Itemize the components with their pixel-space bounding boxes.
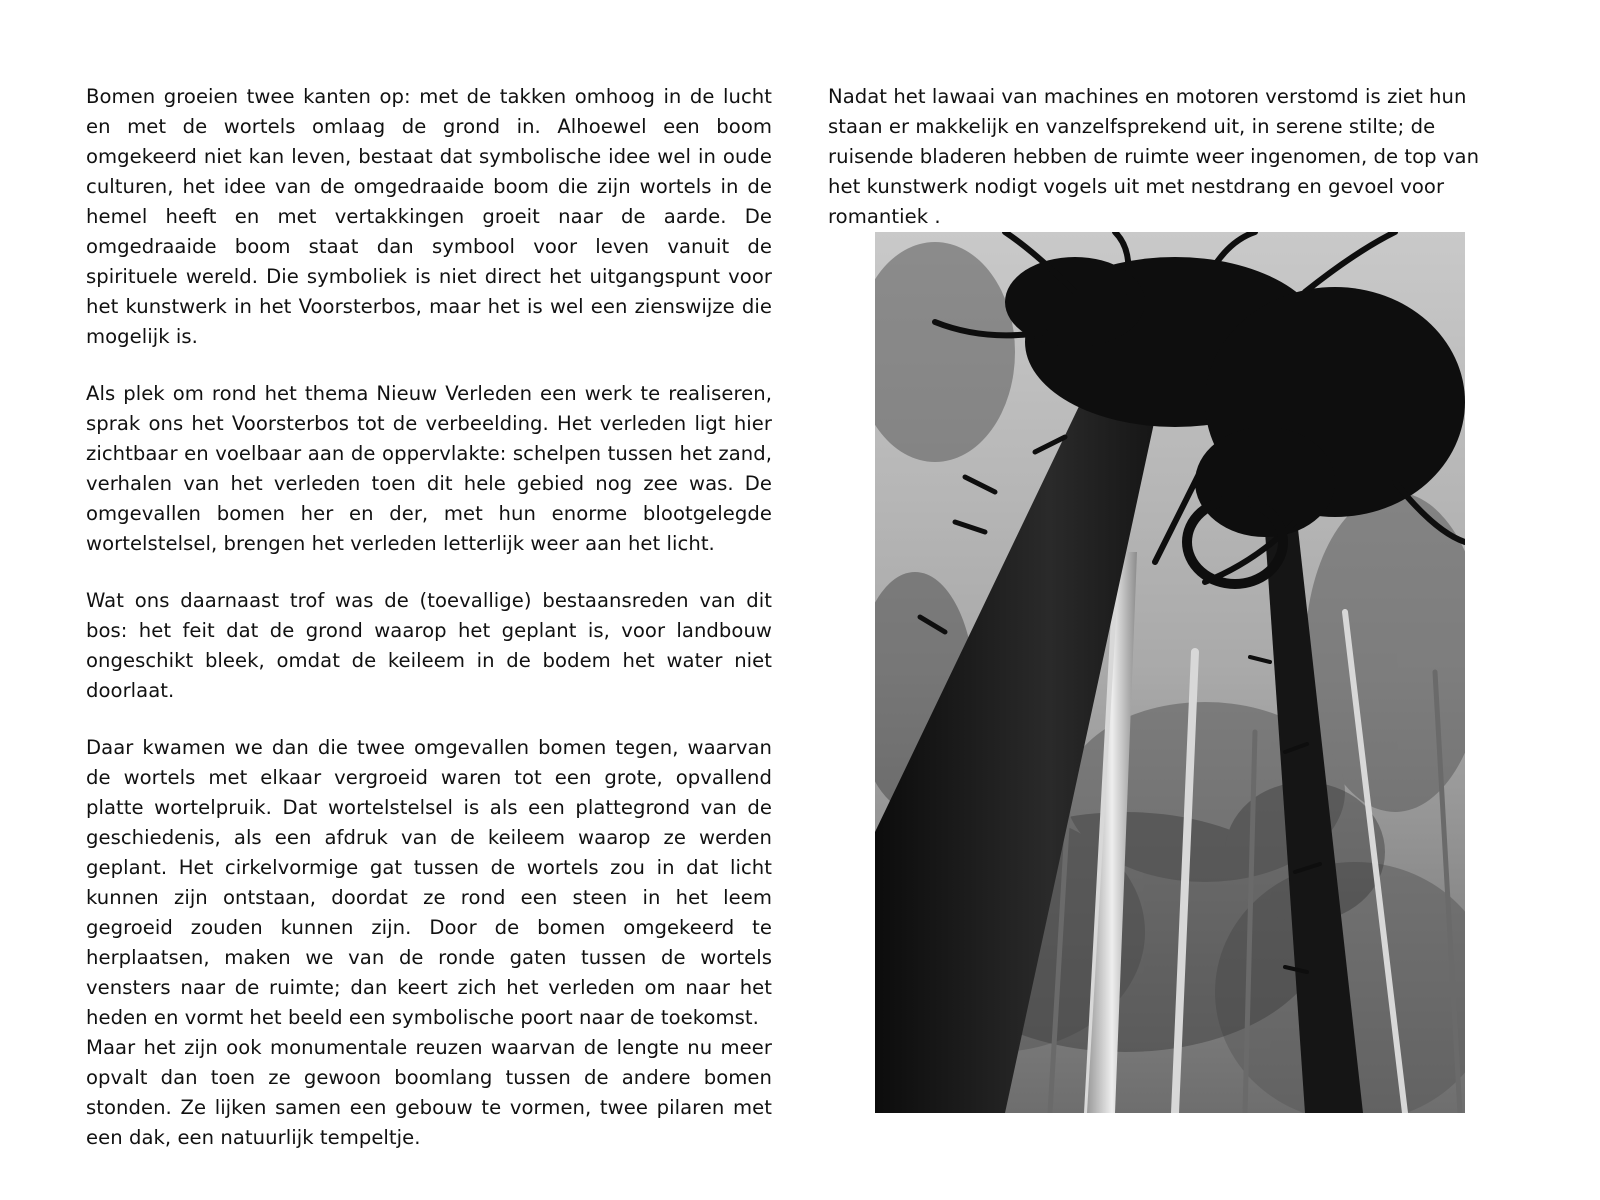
tree-photo-graphic [875,232,1465,1113]
paragraph-1: Bomen groeien twee kanten op: met de takken omhoog in de lucht en met de wortels omlaag de grond in. Alhoewel een boom omgekeerd niet kan leven, bestaat dat symbolische idee wel in oude culturen, het idee van de omgedraaide boom die zijn wortels in de hemel heeft en met vertakkingen groeit naar de aarde. De omgedraaide boom staat dan symbool voor leven vanuit de spirituele wereld. Die symboliek is niet direct het uitgangspunt voor het kunstwerk in het Voorsterbos, maar het is wel een zienswijze die mogelijk is. [86,85,772,348]
paragraph-5: Maar het zijn ook monumentale reuzen waarvan de lengte nu meer opvalt dan toen ze gewoon boomlang tussen de andere bomen stonden. Ze lijken samen een gebouw te vormen, twee pilaren met een dak, een natuurlijk tempeltje. [86,1036,772,1149]
paragraph-3: Wat ons daarnaast trof was de (toevallige) bestaansreden van dit bos: het feit dat de grond waarop het geplant is, voor landbouw ongeschikt bleek, omdat de keileem in de bodem het water niet doorlaat. [86,589,772,702]
right-text-column [828,82,1516,232]
left-text-column [86,82,772,1180]
right-paragraph: Nadat het lawaai van machines en motoren verstomd is ziet hun staan er makkelijk en vanzelfsprekend uit, in serene stilte; de ruisende bladeren hebben de ruimte weer ingenomen, de top van het kunstwerk nodigt vogels uit met nestdrang en gevoel voor romantiek . [828,85,1480,228]
paragraph-2: Als plek om rond het thema Nieuw Verleden een werk te realiseren, sprak ons het Voorsterbos tot de verbeelding. Het verleden ligt hier zichtbaar en voelbaar aan de oppervlakte: schelpen tussen het zand, verhalen van het verleden toen dit hele gebied nog zee was. De omgevallen bomen her en der, met hun enorme blootgelegde wortelstelsel, brengen het verleden letterlijk weer aan het licht. [86,382,772,555]
tree-sculpture-photo [875,232,1465,1113]
paragraph-4: Daar kwamen we dan die twee omgevallen bomen tegen, waarvan de wortels met elkaar vergroeid waren tot een grote, opvallend platte wortelpruik. Dat wortelstelsel is als een plattegrond van de geschiedenis, als een afdruk van de keileem waarop ze werden geplant. Het cirkelvormige gat tussen de wortels zou in dat licht kunnen zijn ontstaan, doordat ze rond een steen in het leem gegroeid zouden kunnen zijn. Door de bomen omgekeerd te herplaatsen, maken we van de ronde gaten tussen de wortels vensters naar de ruimte; dan keert zich het verleden om naar het heden en vormt het beeld een symbolische poort naar de toekomst. [86,736,772,1029]
